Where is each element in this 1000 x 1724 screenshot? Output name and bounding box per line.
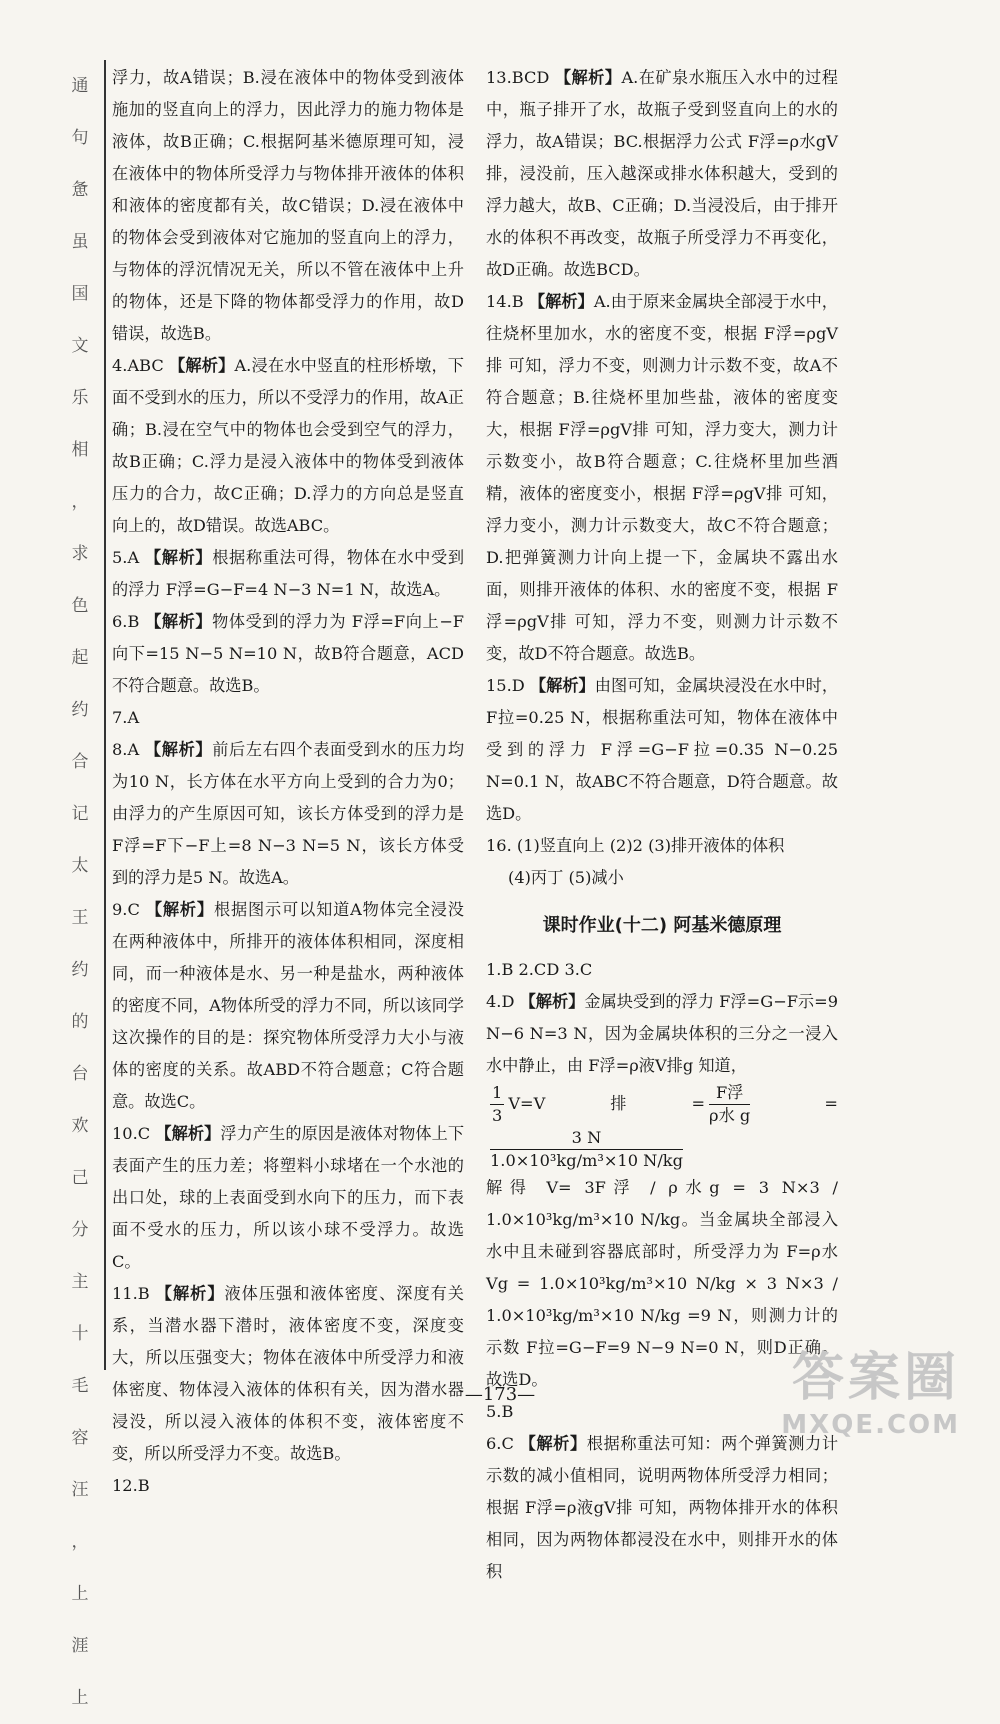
margin-char: 太	[71, 856, 89, 876]
answer-number: 10.C	[112, 1124, 156, 1143]
watermark-logo	[740, 1335, 960, 1445]
answer-number: 4.ABC	[112, 356, 170, 375]
answer-text: 金属块受到的浮力 F浮=G−F示=9 N−6 N=3 N，因为金属块体积的三分之一浸入水中静止，由 F浮=ρ液V排g 知道，	[486, 992, 839, 1075]
margin-char: ，	[71, 492, 89, 512]
answer-number: 11.B	[112, 1284, 156, 1303]
section-title: 课时作业(十二) 阿基米德原理	[542, 915, 782, 936]
analysis-label: 【解析】	[145, 612, 213, 631]
margin-char: 容	[71, 1428, 89, 1448]
answer-text: (4)丙丁 (5)减小	[508, 868, 624, 887]
answer-text: 根据称重法可知：两个弹簧测力计示数的减小值相同，说明两物体所受浮力相同；根据 F浮=ρ液gV排 可知，两物体排开水的体积相同，因为两物体都浸没在水中，则排开水的体积	[486, 1434, 839, 1581]
answer-text: 物体受到的浮力为 F浮=F向上−F向下=15 N−5 N=10 N，故B符合题意，ACD不符合题意。故选B。	[112, 612, 465, 695]
margin-char: 乐	[71, 388, 89, 408]
answer-text: 根据称重法可得，物体在水中受到的浮力 F浮=G−F=4 N−3 N=1 N，故选A。	[112, 548, 465, 599]
analysis-label: 【解析】	[169, 356, 235, 375]
margin-char: 合	[71, 752, 89, 772]
answer-number: 5.A	[112, 548, 145, 567]
answer-item	[112, 1278, 464, 1470]
analysis-label: 【解析】	[554, 68, 622, 87]
margin-char: 相	[71, 440, 89, 460]
fraction-numerator: 3 N	[490, 1127, 683, 1150]
answer-text: 浮力产生的原因是液体对物体上下表面产生的压力差；将塑料小球堵在一个水池的出口处，球的上表面受到水向下的压力，而下表面不受水的压力，所以该小球不受浮力。故选C。	[112, 1124, 465, 1271]
formula-text: V=V排=	[508, 1094, 706, 1113]
answer-text: A.在矿泉水瓶压入水中的过程中，瓶子排开了水，故瓶子受到竖直向上的水的浮力，故A错误；BC.根据浮力公式 F浮=ρ水gV排，浸没前，压入越深或排水体积越大，受到的浮力越大，故B、C正确；D.当浸没后，由于排开水的体积不再改变，故瓶子所受浮力不再变化，故D正确。故选BCD。	[486, 68, 838, 279]
answer-item	[112, 62, 464, 350]
analysis-label: 【解析】	[528, 292, 594, 311]
margin-char: 文	[71, 336, 89, 356]
answer-item	[112, 350, 464, 542]
answer-text: 根据图示可以知道A物体完全浸没在两种液体中，所排开的液体体积相同，深度相同，而一种液体是水、另一种是盐水，两种液体的密度不同，A物体所受的浮力不同，所以该同学这次操作的目的是：探究物体所受浮力大小与液体的密度的关系。故ABD不符合题意；C符合题意。故选C。	[112, 900, 464, 1111]
answer-text: 由图可知，金属块浸没在水中时，F拉=0.25 N，根据称重法可知，物体在液体中受到的浮力 F浮=G−F拉=0.35 N−0.25 N=0.1 N，故ABC不符合题意，D符合题意。故选D。	[486, 676, 839, 823]
answer-item	[486, 286, 838, 670]
answer-number: 12.B	[112, 1476, 150, 1495]
answer-item	[486, 830, 838, 862]
answer-item	[112, 702, 464, 734]
answer-item	[486, 62, 838, 286]
answer-item	[112, 542, 464, 606]
answer-number: 1.B 2.CD 3.C	[486, 960, 593, 979]
formula-line: $\frac{1}{3}$ V=V排= $\frac{\text{F浮}}{\text{ρ水 g}}$ = $\frac{3 N}{\text{1.0×10³kg/m³×10 N/kg}}$	[490, 1083, 838, 1170]
answer-item	[112, 606, 464, 702]
answer-item	[486, 670, 838, 830]
page-number: —173—	[464, 1384, 536, 1405]
margin-char: 句	[71, 128, 89, 148]
answer-number: 16.	[486, 836, 517, 855]
margin-char: 王	[71, 908, 89, 928]
margin-char: 起	[71, 648, 89, 668]
fraction-denominator: 1.0×10³kg/m³×10 N/kg	[490, 1151, 683, 1170]
answer-number: 6.C	[486, 1434, 520, 1453]
answer-item	[486, 1428, 838, 1588]
fraction	[490, 1127, 683, 1172]
analysis-label: 【解析】	[529, 676, 595, 695]
answer-item	[112, 1470, 464, 1502]
answer-number: 14.B	[486, 292, 529, 311]
margin-char: 十	[71, 1324, 89, 1344]
fraction	[490, 1082, 504, 1127]
margin-char: 通	[71, 76, 89, 96]
answer-text: 浮力，故A错误；B.浸在液体中的物体受到液体施加的竖直向上的浮力，因此浮力的施力物体是液体，故B正确；C.根据阿基米德原理可知，浸在液体中的物体所受浮力与物体排开液体的体积和液体的密度都有关，故C错误；D.浸在液体中的物体会受到液体对它施加的竖直向上的浮力，与物体的浮沉情况无关，所以不管在液体中上升的物体，还是下降的物体都受浮力的作用，故D错误，故选B。	[112, 68, 464, 343]
watermark-url: MXQE.COM	[781, 1410, 960, 1440]
fraction-denominator: 3	[492, 1106, 503, 1125]
fraction-numerator: 1	[490, 1082, 504, 1105]
answer-item	[112, 894, 464, 1118]
answer-number: 8.A	[112, 740, 145, 759]
analysis-label: 【解析】	[155, 1124, 221, 1143]
margin-char: 欢	[71, 1116, 89, 1136]
answer-number: 7.A	[112, 708, 140, 727]
answer-number: 15.D	[486, 676, 530, 695]
answer-text: 液体压强和液体密度、深度有关系，当潜水器下潜时，液体密度不变，深度变大，所以压强变大；物体在液体中所受浮力和液体密度、物体浸入液体的体积有关，因为潜水器浸没，所以浸入液体的体积不变，液体密度不变，所以所受浮力不变。故选B。	[112, 1284, 464, 1463]
answer-item	[112, 734, 464, 894]
answer-text: (1)竖直向上 (2)2 (3)排开液体的体积	[516, 836, 785, 855]
answer-item	[486, 986, 838, 1082]
answer-item	[112, 1118, 464, 1278]
margin-char: 国	[71, 284, 89, 304]
answer-number: 6.B	[112, 612, 146, 631]
analysis-label: 【解析】	[144, 548, 213, 567]
answer-item	[486, 954, 838, 986]
analysis-label: 【解析】	[519, 1434, 587, 1453]
answer-text: 解得 V= 3F浮 / ρ水g = 3 N×3 / 1.0×10³kg/m³×10 N/kg。当金属块全部浸入水中且未碰到容器底部时，所受浮力为 F=ρ水Vg = 1.0×10³kg/m³×10 N/kg × 3 N×3 / 1.0×10³kg/m³×10 N/kg =9 N，则测力计的示数 F拉=G−F=9 N−9 N=0 N，则D正确。故选D。	[486, 1178, 838, 1389]
analysis-label: 【解析】	[145, 900, 214, 919]
fraction-denominator: ρ水 g	[709, 1106, 751, 1125]
answer-number: 4.D	[486, 992, 520, 1011]
margin-char: 上	[71, 1584, 89, 1604]
left-margin-strip	[60, 60, 100, 1708]
margin-char: 台	[71, 1064, 89, 1084]
answer-number: 9.C	[112, 900, 146, 919]
margin-char: 约	[71, 960, 89, 980]
margin-char: 己	[71, 1168, 89, 1188]
answer-number: 13.BCD	[486, 68, 555, 87]
answer-number: 5.B	[486, 1402, 514, 1421]
answer-text: A.浸在水中竖直的柱形桥墩，下面不受到水的压力，所以不受浮力的作用，故A正确；B.浸在空气中的物体也会受到空气的浮力，故B正确；C.浮力是浸入液体中的物体受到液体压力的合力，故C正确；D.浮力的方向总是竖直向上的，故D错误。故选ABC。	[112, 356, 464, 535]
margin-char: ，	[71, 1532, 89, 1552]
left-column	[112, 62, 464, 1502]
answer-text: 前后左右四个表面受到水的压力均为10 N，长方体在水平方向上受到的合力为0；由浮力的产生原因可知，该长方体受到的浮力是 F浮=F下−F上=8 N−3 N=5 N，该长方体受到的浮力是5 N。故选A。	[112, 740, 465, 887]
watermark-text: 答案圈	[791, 1348, 960, 1408]
margin-char: 汪	[71, 1480, 89, 1500]
margin-char: 惫	[71, 180, 89, 200]
margin-char: 虽	[71, 232, 89, 252]
margin-char: 上	[71, 1688, 89, 1708]
margin-char: 记	[71, 804, 89, 824]
margin-char: 主	[71, 1272, 89, 1292]
answer-text: A.由于原来金属块全部浸于水中，往烧杯里加水，水的密度不变，根据 F浮=ρgV排 可知，浮力不变，则测力计示数不变，故A不符合题意；B.往烧杯里加些盐，液体的密度变大，根据 F浮=ρgV排 可知，浮力变大，测力计示数变小，故B符合题意；C.往烧杯里加些酒精，液体的密度变小，根据 F浮=ρgV排 可知，浮力变小，测力计示数变大，故C不符合题意；D.把弹簧测力计向上提一下，金属块不露出水面，则排开液体的体积、水的密度不变，根据 F浮=ρgV排 可知，浮力不变，则测力计示数不变，故D不符合题意。故选B。	[486, 292, 838, 663]
margin-char: 分	[71, 1220, 89, 1240]
margin-char: 色	[71, 596, 89, 616]
analysis-label: 【解析】	[519, 992, 585, 1011]
margin-rule	[104, 60, 106, 1370]
margin-char: 涯	[71, 1636, 89, 1656]
analysis-label: 【解析】	[155, 1284, 225, 1303]
fraction	[709, 1082, 750, 1127]
margin-char: 的	[71, 1012, 89, 1032]
margin-char: 求	[71, 544, 89, 564]
analysis-label: 【解析】	[144, 740, 213, 759]
margin-char: 毛	[71, 1376, 89, 1396]
fraction-numerator: F浮	[709, 1082, 750, 1105]
margin-char: 约	[71, 700, 89, 720]
